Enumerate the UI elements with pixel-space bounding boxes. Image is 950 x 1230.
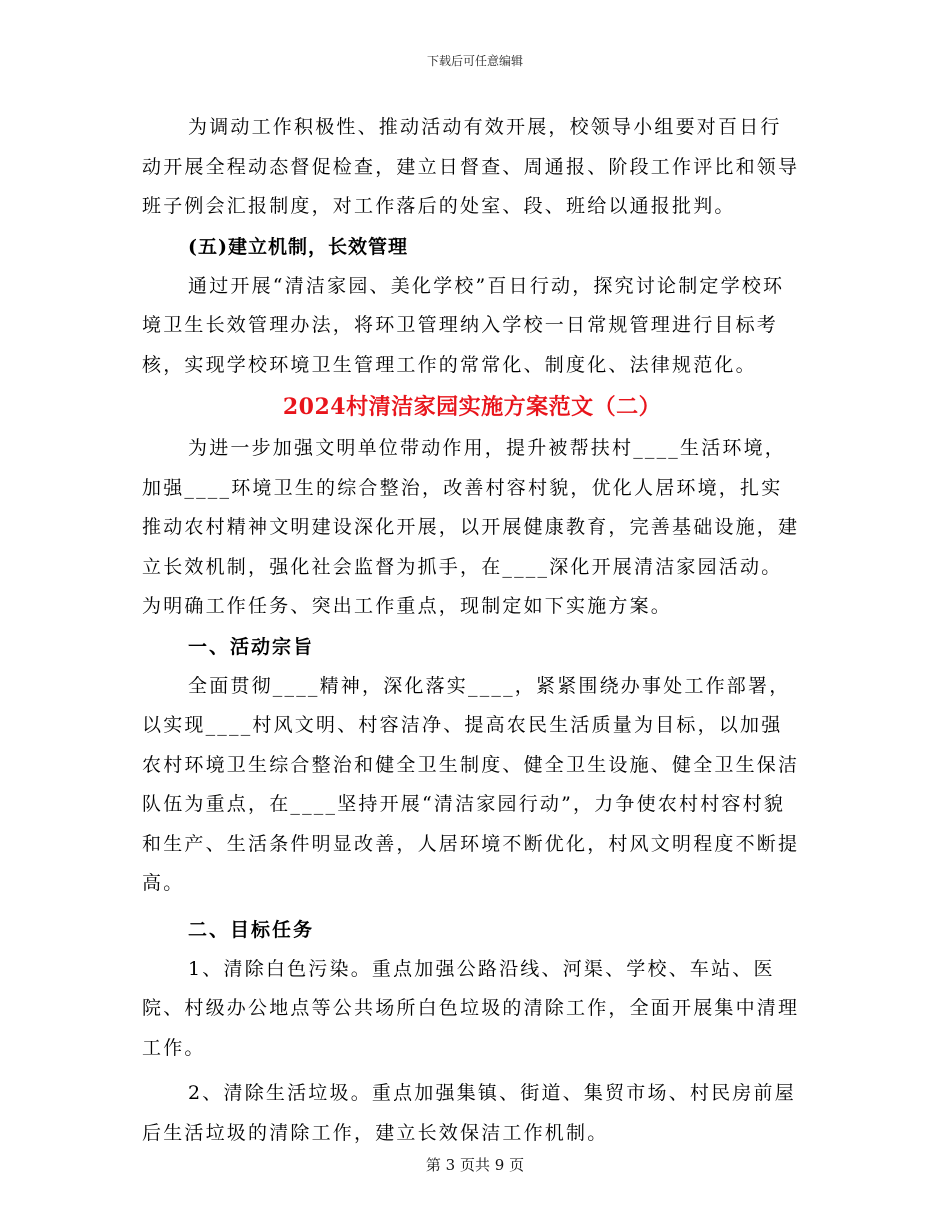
page-footer: 第 3 页共 9 页: [425, 1156, 525, 1174]
paragraph-task-1: 1、清除白色污染。重点加强公路沿线、河渠、学校、车站、医院、村级办公地点等公共场所白色垃圾的清除工作，全面开展集中清理工作。: [142, 957, 800, 1059]
task-number: 1: [188, 957, 203, 980]
document-body: [142, 108, 802, 1153]
paragraph-purpose: 全面贯彻____精神，深化落实____，紧紧围绕办事处工作部署，以实现____村风文明、村容洁净、提高农民生活质量为目标，以加强农村环境卫生综合整治和健全卫生制度、健全卫生设施、健全卫生保洁队伍为重点，在____坚持开展“清洁家园行动”，力争使农村村容村貌和生产、生活条件明显改善，人居环境不断优化，村风文明程度不断提高。: [142, 674, 800, 894]
section-title: 2024村清洁家园实施方案范文（二）: [282, 394, 662, 420]
heading-mechanism: (五)建立机制，长效管理: [188, 235, 408, 258]
heading-purpose: 一、活动宗旨: [188, 635, 315, 658]
paragraph-task-2: 2、清除生活垃圾。重点加强集镇、街道、集贸市场、村民房前屋后生活垃圾的清除工作，建立长效保洁工作机制。: [142, 1082, 796, 1144]
page-header: 下载后可任意编辑: [426, 54, 523, 68]
paragraph-supervision: 为调动工作积极性、推动活动有效开展，校领导小组要对百日行动开展全程动态督促检查，建立日督查、周通报、阶段工作评比和领导班子例会汇报制度，对工作落后的处室、段、班给以通报批判。: [142, 116, 800, 217]
task-number: 2: [188, 1082, 203, 1104]
paragraph-long-term: 通过开展“清洁家园、美化学校”百日行动，探究讨论制定学校环境卫生长效管理办法，将环卫管理纳入学校一日常规管理进行目标考核，实现学校环境卫生管理工作的常常化、制度化、法律规范化。: [142, 274, 785, 376]
heading-goals: 二、目标任务: [188, 918, 315, 941]
paragraph-intro: 为进一步加强文明单位带动作用，提升被帮扶村____生活环境，加强____环境卫生的综合整治，改善村容村貌，优化人居环境，扎实推动农村精神文明建设深化开展，以开展健康教育，完善基础设施，建立长效机制，强化社会监督为抓手，在____深化开展清洁家园活动。为明确工作任务、突出工作重点，现制定如下实施方案。: [142, 437, 800, 617]
